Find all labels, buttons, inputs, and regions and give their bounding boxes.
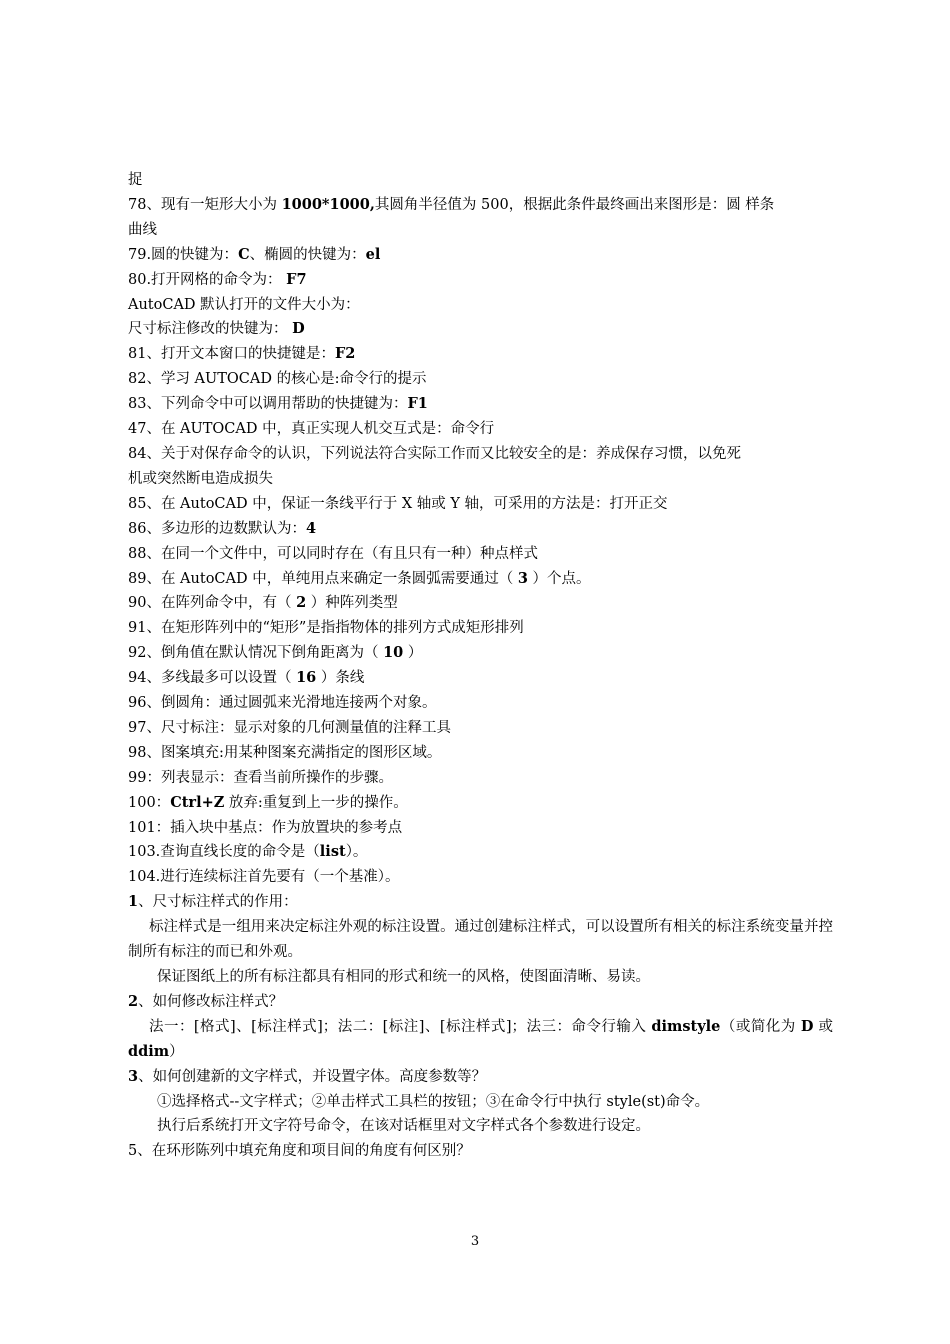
- text-run: 、如何修改标注样式？: [138, 993, 284, 1010]
- text-line: [128, 542, 833, 567]
- text-run: ）条线: [316, 670, 365, 687]
- text-run: 5、在环形陈列中填充角度和项目间的角度有何区别？: [128, 1143, 471, 1160]
- text-line: [128, 990, 833, 1015]
- bold-text-run: D: [292, 320, 305, 338]
- text-run: 放弃:重复到上一步的操作。: [224, 794, 408, 811]
- bold-text-run: 4: [305, 519, 317, 537]
- bold-text-run: 2: [296, 594, 307, 612]
- text-line: [128, 1090, 833, 1115]
- text-line: [128, 591, 833, 616]
- text-run: 或: [813, 1018, 834, 1035]
- text-line: [128, 293, 833, 318]
- text-line: [128, 865, 833, 890]
- text-line: [128, 1114, 833, 1139]
- text-run: 保证图纸上的所有标注都具有相同的形式和统一的风格，使图面清晰、易读。: [157, 969, 650, 985]
- text-run: 96、倒圆角：通过圆弧来光滑地连接两个对象。: [128, 695, 437, 712]
- text-line: [128, 741, 833, 766]
- text-run: ）: [403, 645, 423, 662]
- text-line: [128, 766, 833, 791]
- text-line: [128, 666, 833, 691]
- text-line: [128, 1015, 833, 1065]
- text-run: 97、尺寸标注：显示对象的几何测量值的注释工具: [128, 719, 451, 736]
- text-line: [128, 1065, 833, 1090]
- text-run: 86、多边形的边数默认为：: [128, 520, 306, 537]
- text-run: 100：: [128, 794, 171, 811]
- text-run: ）种阵列类型: [306, 595, 398, 612]
- bold-text-run: 2: [128, 992, 139, 1010]
- text-run: 机或突然断电造成损失: [128, 470, 273, 487]
- text-line: [128, 641, 833, 666]
- text-line: [128, 367, 833, 392]
- text-run: 98、图案填充:用某种图案充满指定的图形区域。: [128, 744, 442, 761]
- text-run: 执行后系统打开文字符号命令，在该对话框里对文字样式各个参数进行设定。: [157, 1118, 650, 1135]
- text-run: 94、多线最多可以设置（: [128, 670, 297, 687]
- text-run: 47、在 AUTOCAD 中，真正实现人机交互式是：命令行: [128, 421, 495, 438]
- text-run: 尺寸标注修改的快键为：: [128, 321, 293, 338]
- text-line: [128, 243, 833, 268]
- text-run: 88、在同一个文件中，可以同时存在（有且只有一种）种点样式: [128, 545, 538, 562]
- text-line: [128, 616, 833, 641]
- text-line: [128, 965, 833, 990]
- text-line: [128, 392, 833, 417]
- text-run: 、尺寸标注样式的作用：: [138, 894, 298, 911]
- text-line: [128, 840, 833, 865]
- text-run: 101：插入块中基点：作为放置块的参考点: [128, 819, 403, 836]
- bold-text-run: dimstyle: [651, 1017, 721, 1035]
- bold-text-run: 16: [296, 669, 317, 687]
- bold-text-run: ddim: [128, 1042, 170, 1060]
- text-line: [128, 268, 833, 293]
- bold-text-run: 10: [383, 644, 404, 662]
- bold-text-run: el: [365, 245, 381, 263]
- bold-text-run: 1: [128, 893, 139, 911]
- text-run: 92、倒角值在默认情况下倒角距离为（: [128, 645, 384, 662]
- text-run: AutoCAD 默认打开的文件大小为：: [128, 296, 360, 313]
- text-line: [128, 716, 833, 741]
- text-line: [128, 567, 833, 592]
- text-line: [128, 417, 833, 442]
- text-run: 83、下列命令中可以调用帮助的快捷键为：: [128, 396, 408, 413]
- text-run: 78、现有一矩形大小为: [128, 196, 282, 213]
- bold-text-run: F2: [334, 345, 356, 363]
- text-run: 84、关于对保存命令的认识，下列说法符合实际工作而又比较安全的是：养成保存习惯，以免死: [128, 445, 741, 462]
- text-run: 法一：[格式]、[标注样式]；法二：[标注]、[标注样式]；法三：命令行输入: [149, 1018, 652, 1035]
- bold-text-run: Ctrl+Z: [170, 793, 225, 811]
- text-run: 82、学习 AUTOCAD 的核心是:命令行的提示: [128, 371, 427, 388]
- text-line: [128, 317, 833, 342]
- bold-text-run: 3: [517, 569, 528, 587]
- text-run: ①选择格式--文字样式；②单击样式工具栏的按钮；③在命令行中执行 style(st)命令。: [157, 1093, 710, 1110]
- text-run: 99：列表显示：查看当前所操作的步骤。: [128, 769, 393, 786]
- text-line: [128, 791, 833, 816]
- bold-text-run: 3: [128, 1067, 139, 1085]
- text-line: [128, 915, 833, 965]
- text-line: [128, 342, 833, 367]
- text-run: 79.圆的快键为：: [128, 246, 239, 263]
- text-run: 90、在阵列命令中，有（: [128, 595, 297, 612]
- bold-text-run: list: [319, 843, 346, 861]
- text-run: ）个点。: [527, 570, 591, 587]
- text-run: 80.打开网格的命令为：: [128, 271, 287, 288]
- bold-text-run: 1000*1000,: [281, 195, 375, 213]
- text-run: （或简化为: [720, 1018, 801, 1035]
- text-line: [128, 691, 833, 716]
- text-run: 、椭圆的快键为：: [249, 246, 366, 263]
- text-line: [128, 442, 833, 467]
- text-line: [128, 1139, 833, 1164]
- text-run: 曲线: [128, 221, 157, 238]
- text-line: [128, 517, 833, 542]
- text-run: 103.查询直线长度的命令是（: [128, 844, 320, 861]
- text-line: [128, 492, 833, 517]
- text-run: ）: [169, 1043, 184, 1060]
- text-run: 81、打开文本窗口的快捷键是：: [128, 346, 335, 363]
- text-run: ）。: [345, 844, 368, 861]
- text-line: [128, 218, 833, 243]
- text-line: [128, 890, 833, 915]
- text-line: [128, 168, 833, 193]
- page-number: 3: [470, 1234, 480, 1249]
- text-run: 其圆角半径值为 500，根据此条件最终画出来图形是：圆 样条: [374, 196, 775, 213]
- document-body: [128, 168, 833, 1164]
- text-line: [128, 193, 833, 218]
- bold-text-run: D: [800, 1017, 814, 1035]
- text-run: 85、在 AutoCAD 中，保证一条线平行于 X 轴或 Y 轴，可采用的方法是：打开正交: [128, 495, 668, 512]
- text-run: 标注样式是一组用来决定标注外观的标注设置。通过创建标注样式，可以设置所有相关的标注系统变量并控制所有标注的而已和外观。: [128, 919, 833, 961]
- text-run: 捉: [128, 172, 143, 188]
- text-run: 91、在矩形阵列中的“矩形”是指指物体的排列方式成矩形排列: [128, 620, 524, 637]
- text-run: 89、在 AutoCAD 中，单纯用点来确定一条圆弧需要通过（: [128, 570, 518, 587]
- bold-text-run: F1: [407, 395, 428, 413]
- text-run: 104.进行连续标注首先要有（一个基准）。: [128, 869, 400, 886]
- bold-text-run: C: [238, 245, 250, 263]
- bold-text-run: F7: [286, 270, 307, 288]
- text-run: 、如何创建新的文字样式，并设置字体。高度参数等？: [138, 1068, 487, 1085]
- text-line: [128, 467, 833, 492]
- text-line: [128, 816, 833, 841]
